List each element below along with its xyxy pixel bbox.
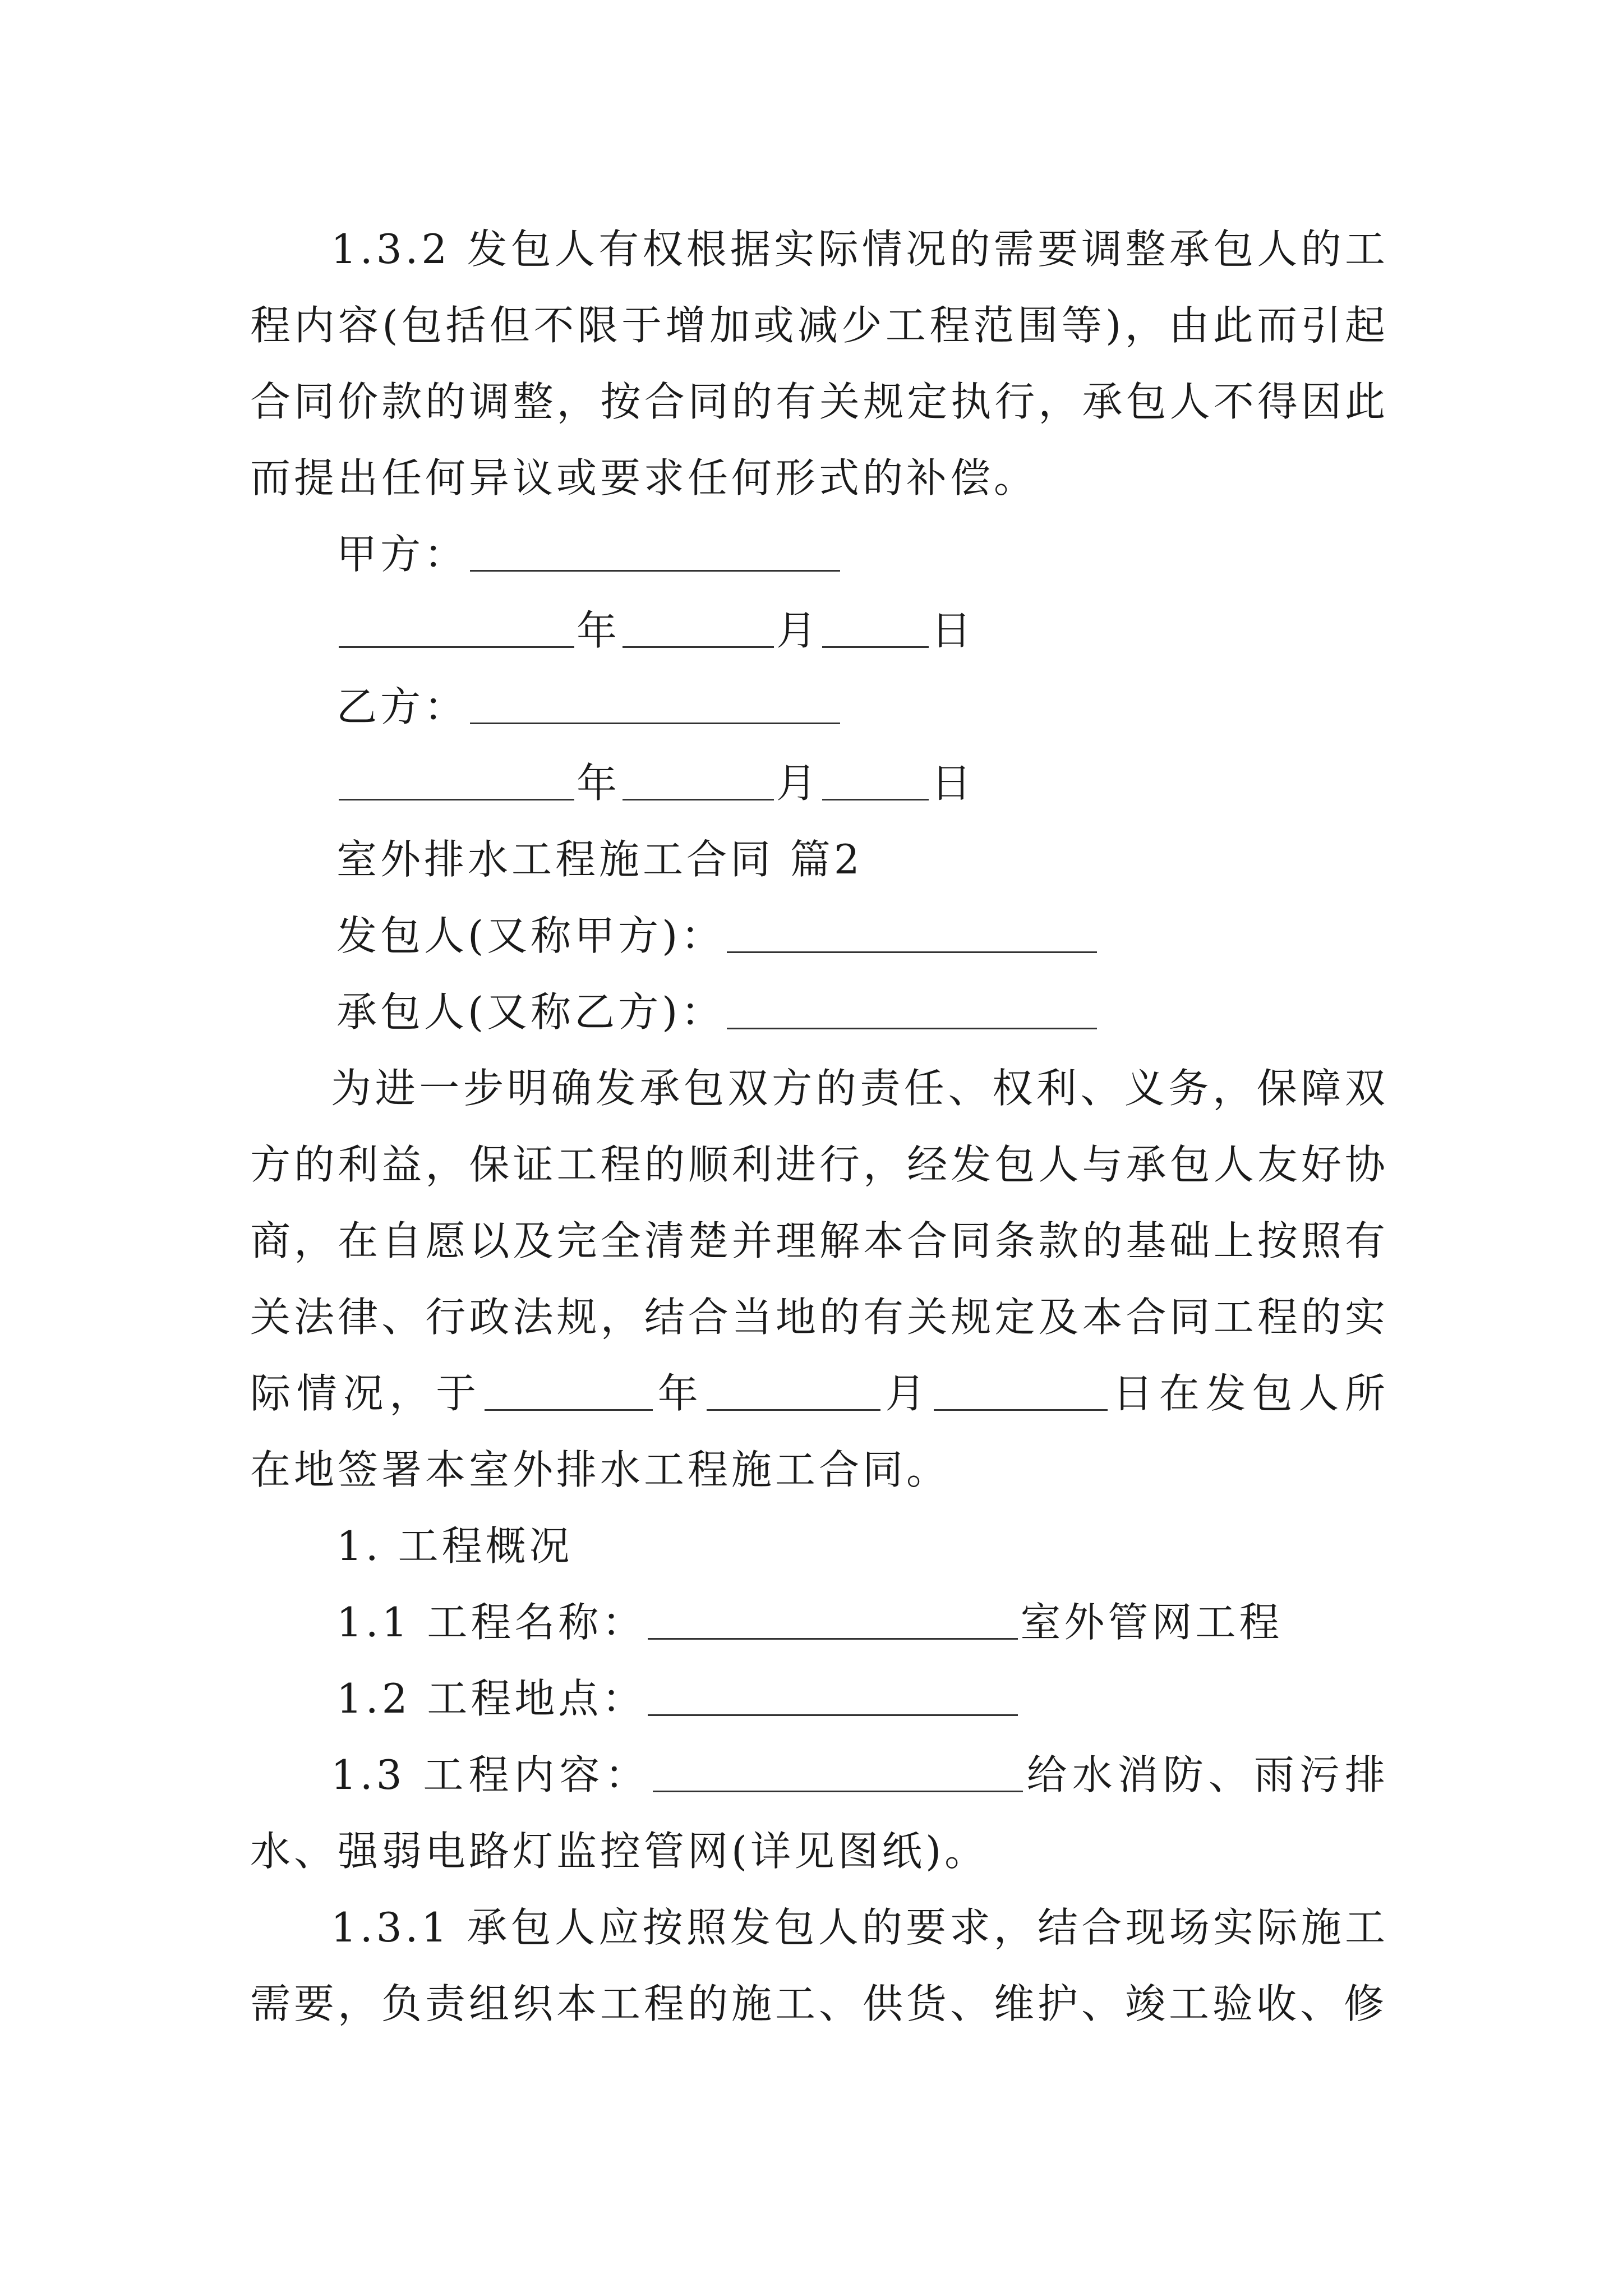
day-char: 日: [931, 760, 975, 807]
project-name-line: [250, 1584, 1389, 1660]
contractor-blank[interactable]: [727, 987, 1097, 1029]
year-char: 年: [577, 760, 621, 807]
project-location-line: [250, 1660, 1389, 1737]
party-a-month-blank[interactable]: [623, 606, 774, 648]
document-body: [250, 211, 1389, 2042]
party-b-year-blank[interactable]: [339, 758, 574, 800]
day-char: 日: [931, 607, 975, 654]
party-b-day-blank[interactable]: [822, 758, 929, 800]
intro-text-b: 日在发包人所在地签署本室外排水工程施工合同。: [250, 1370, 1389, 1493]
party-a-day-blank[interactable]: [822, 606, 929, 648]
project-name-label: 1.1 工程名称：: [336, 1599, 646, 1646]
party-a-year-blank[interactable]: [339, 606, 574, 648]
party-b-date-line: [250, 745, 1389, 821]
contractor-line: [250, 974, 1389, 1050]
party-b-line: [250, 669, 1389, 745]
intro-month-blank[interactable]: [707, 1369, 880, 1411]
party-a-line: [250, 516, 1389, 592]
project-content-label: 1.3 工程内容：: [331, 1751, 651, 1798]
party-a-label: 甲方：: [336, 531, 468, 578]
year-char: 年: [577, 607, 621, 654]
party-a-blank[interactable]: [470, 530, 840, 572]
overview-heading: 1. 工程概况: [336, 1522, 573, 1570]
project-content-blank[interactable]: [653, 1750, 1023, 1792]
party-b-blank[interactable]: [470, 682, 840, 724]
intro-year-blank[interactable]: [485, 1369, 653, 1411]
month-char: 月: [882, 1370, 932, 1417]
party-a-date-line: [250, 592, 1389, 669]
project-content-paragraph: [250, 1737, 1389, 1889]
clause-1-3-1: 1.3.1 承包人应按照发包人的要求，结合现场实际施工需要，负责组织本工程的施工、供货、维护、竣工验收、修: [250, 1904, 1389, 2027]
employer-label: 发包人(又称甲方)：: [336, 912, 725, 959]
section-title: 室外排水工程施工合同 篇2: [336, 836, 863, 883]
month-char: 月: [776, 760, 820, 807]
employer-line: [250, 898, 1389, 974]
month-char: 月: [776, 607, 820, 654]
clause-1-3-2: 1.3.2 发包人有权根据实际情况的需要调整承包人的工程内容(包括但不限于增加或减少工程范围等)，由此而引起合同价款的调整，按合同的有关规定执行，承包人不得因此而提出任何异议或要求任何形式的补偿。: [250, 226, 1389, 501]
project-name-suffix: 室外管网工程: [1020, 1599, 1283, 1646]
year-char: 年: [654, 1370, 704, 1417]
contractor-label: 承包人(又称乙方)：: [336, 988, 725, 1036]
project-content-suffix: 给水消防、雨污排水、强弱电路灯监控管网(详见图纸)。: [250, 1751, 1389, 1875]
project-location-blank[interactable]: [648, 1674, 1018, 1716]
party-b-month-blank[interactable]: [623, 758, 774, 800]
intro-day-blank[interactable]: [934, 1369, 1108, 1411]
intro-text-a: 为进一步明确发承包双方的责任、权利、义务，保障双方的利益，保证工程的顺利进行，经发包人与承包人友好协商，在自愿以及完全清楚并理解本合同条款的基础上按照有关法律、行政法规，结合当地的有关规定及本合同工程的实际情况，于: [250, 1065, 1389, 1417]
project-location-label: 1.2 工程地点：: [336, 1675, 646, 1722]
project-name-blank[interactable]: [648, 1598, 1018, 1640]
party-b-label: 乙方：: [336, 683, 468, 730]
intro-paragraph: [250, 1050, 1389, 1508]
employer-blank[interactable]: [727, 911, 1097, 953]
